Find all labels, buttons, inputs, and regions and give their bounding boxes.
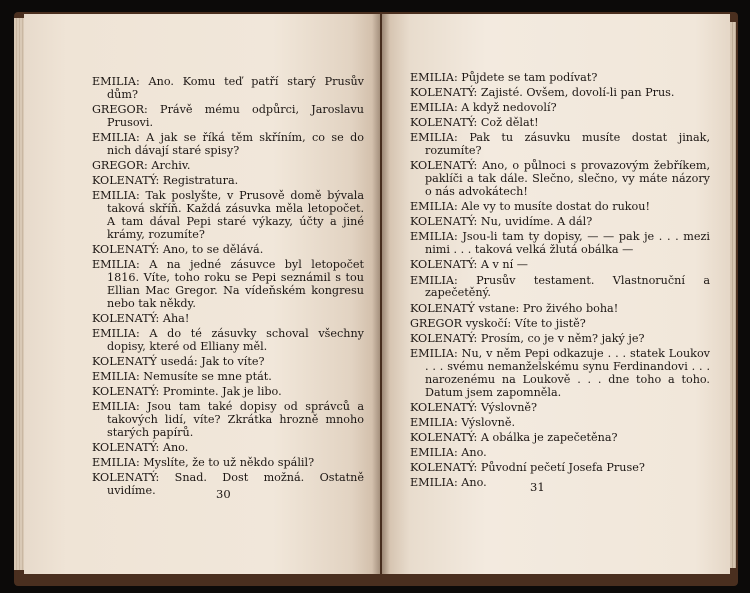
dialogue-line: EMILIA: Půjdete se tam podívat? [410, 71, 598, 84]
dialogue-line: GREGOR: Právě mému odpůrci, Jaroslavu Prusovi. [92, 103, 364, 129]
dialogue-line: KOLENATÝ: Snad. Dost možná. Ostatně uvidíme. [92, 471, 364, 498]
dialogue-line: EMILIA: Jsou tam také dopisy od správců a takových lidí, víte? Zkrátka hrozně mnoho starých papírů. [92, 400, 364, 440]
dialogue-line: EMILIA: Ale vy to musíte dostat do rukou! [410, 200, 650, 214]
dialogue-line: EMILIA: A do té zásuvky schoval všechny dopisy, které od Elliany měl. [92, 327, 364, 353]
dialogue-line: KOLENATÝ: Výslovně? [410, 400, 538, 414]
dialogue-line: KOLENATÝ: Což dělat! [410, 116, 539, 130]
dialogue-line: EMILIA: Jsou-li tam ty dopisy, — — pak je . . . mezi nimi . . . taková velká žlutá obálka — [410, 230, 710, 257]
dialogue-line: EMILIA: A jak se říká těm skříním, co se do nich dávají staré spisy? [92, 131, 364, 157]
book-gutter-shadow [372, 14, 390, 574]
right-page-text [410, 72, 710, 490]
dialogue-line: KOLENATÝ: Nu, uvidíme. A dál? [410, 215, 593, 229]
dialogue-line: EMILIA: A když nedovolí? [410, 101, 557, 115]
dialogue-line: KOLENATÝ: A v ní — [410, 258, 528, 272]
dialogue-line: EMILIA: Myslíte, že to už někdo spálil? [92, 456, 315, 470]
dialogue-line: EMILIA: Ano. [410, 476, 487, 490]
page-number-left: 30 [216, 487, 231, 501]
dialogue-line: KOLENATÝ: Prominte. Jak je libo. [92, 385, 282, 399]
dialogue-line: GREGOR vyskočí: Víte to jistě? [410, 316, 586, 330]
left-page [24, 14, 380, 574]
dialogue-line: EMILIA: Pak tu zásuvku musíte dostat jinak, rozumíte? [410, 131, 710, 158]
dialogue-line: EMILIA: Ano. Komu teď patří starý Prusův dům? [92, 75, 364, 101]
dialogue-line: KOLENATÝ: Ano, o půlnoci s provazovým žebříkem, paklíči a tak dále. Slečno, slečno, vy máte názory o nás advokátech! [410, 159, 710, 199]
page-number-right: 31 [530, 480, 545, 494]
dialogue-line: KOLENATÝ vstane: Pro živého boha! [410, 301, 619, 315]
dialogue-line: GREGOR: Archiv. [92, 159, 191, 172]
dialogue-line: EMILIA: Prusův testament. Vlastnoruční a zapečetěný. [410, 273, 710, 300]
left-page-text [92, 76, 364, 498]
dialogue-line: KOLENATÝ: Ano. [92, 441, 189, 455]
dialogue-line: EMILIA: Nu, v něm Pepi odkazuje . . . statek Loukov . . . svému nemanželskému synu Ferdinandovi . . . narozenému na Loukově . . . dne toho a toho. Datum jsem zapomněla. [410, 346, 710, 399]
dialogue-line: EMILIA: Tak poslyšte, v Prusově domě bývala taková skříň. Každá zásuvka měla letopočet. A tam dával Pepi staré výkazy, účty a jiné krámy, rozumíte? [92, 189, 364, 241]
right-page [382, 14, 730, 574]
dialogue-line: EMILIA: A na jedné zásuvce byl letopočet 1816. Víte, toho roku se Pepi seznámil s tou Ellian Mac Gregor. Na vídeňském kongresu nebo tak někdy. [92, 258, 364, 310]
dialogue-line: KOLENATÝ: Původní pečetí Josefa Pruse? [410, 461, 645, 475]
dialogue-line: KOLENATÝ: Ano, to se dělává. [92, 243, 264, 256]
dialogue-line: KOLENATÝ: Registratura. [92, 174, 239, 188]
dialogue-line: KOLENATÝ usedá: Jak to víte? [92, 355, 265, 368]
dialogue-line: KOLENATÝ: Prosím, co je v něm? jaký je? [410, 331, 645, 345]
dialogue-line: KOLENATÝ: Zajisté. Ovšem, dovolí-li pan Prus. [410, 86, 675, 100]
dialogue-line: KOLENATÝ: A obálka je zapečetěna? [410, 430, 618, 444]
dialogue-line: EMILIA: Ano. [410, 445, 487, 459]
dialogue-line: EMILIA: Výslovně. [410, 415, 515, 429]
dialogue-line: EMILIA: Nemusíte se mne ptát. [92, 370, 272, 384]
dialogue-line: KOLENATÝ: Aha! [92, 311, 190, 325]
